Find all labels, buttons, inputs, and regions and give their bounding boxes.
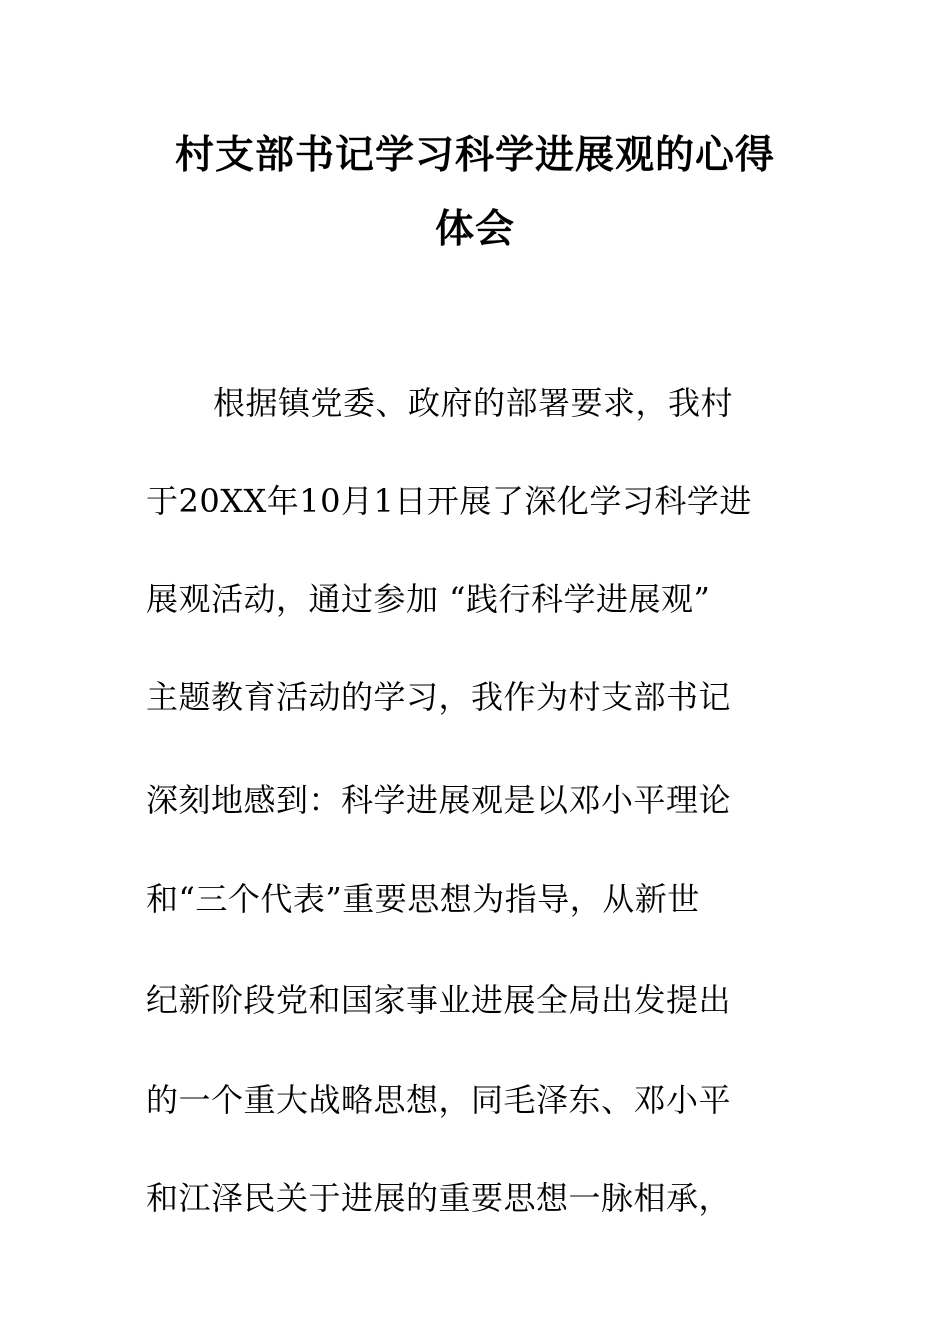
body-text-line: 纪新阶段党和国家事业进展全局出发提出: [146, 981, 732, 1019]
body-text-line: 根据镇党委、政府的部署要求，我村: [213, 384, 734, 422]
body-text-line: 展观活动，通过参加 “践行科学进展观”: [146, 580, 711, 618]
document-title-line-2: 体会: [434, 206, 515, 252]
body-text-line: 和“三个代表”重要思想为指导，从新世: [146, 880, 700, 918]
body-text-line: 主题教育活动的学习，我作为村支部书记: [146, 678, 732, 716]
body-text-line: 于20XX年10月1日开展了深化学习科学进: [146, 482, 752, 520]
body-text-line: 深刻地感到：科学进展观是以邓小平理论: [146, 781, 732, 819]
body-text-line: 的一个重大战略思想，同毛泽东、邓小平: [146, 1081, 732, 1119]
document-title-line-1: 村支部书记学习科学进展观的心得: [174, 132, 775, 178]
body-text-line: 和江泽民关于进展的重要思想一脉相承，: [146, 1179, 732, 1217]
